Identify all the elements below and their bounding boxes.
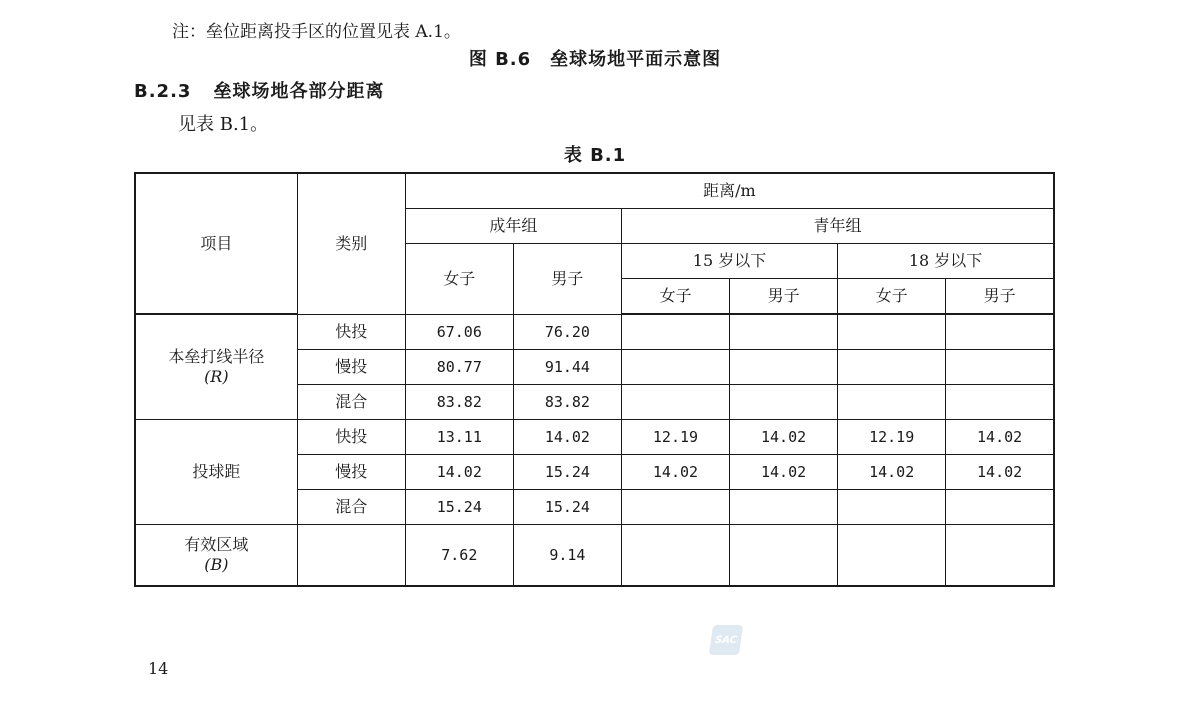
cell-value — [838, 525, 946, 587]
distance-table — [134, 172, 1055, 587]
header-adult-group: 成年组 — [405, 209, 621, 244]
cell-value: 14.02 — [946, 420, 1054, 455]
group-symbol: (B) — [204, 555, 229, 574]
cell-value — [621, 490, 729, 525]
cell-value: 15.24 — [405, 490, 513, 525]
row-category: 混合 — [297, 490, 405, 525]
group-label-effective-area — [135, 525, 297, 587]
header-item: 项目 — [135, 173, 297, 314]
header-u18-male: 男子 — [946, 279, 1054, 315]
header-youth-group: 青年组 — [621, 209, 1054, 244]
figure-note: 注：垒位距离投手区的位置见表 A.1。 — [172, 22, 461, 42]
cell-value — [730, 350, 838, 385]
cell-value: 14.02 — [946, 455, 1054, 490]
group-name: 本垒打线半径 — [168, 347, 265, 366]
cell-value: 14.02 — [513, 420, 621, 455]
cell-value — [730, 490, 838, 525]
section-number: B.2.3 — [134, 81, 192, 102]
cell-value: 7.62 — [405, 525, 513, 587]
cell-value: 9.14 — [513, 525, 621, 587]
cell-value: 14.02 — [405, 455, 513, 490]
header-u15-male: 男子 — [730, 279, 838, 315]
row-category — [297, 525, 405, 587]
cell-value: 14.02 — [730, 455, 838, 490]
group-label-home-run-radius — [135, 314, 297, 420]
cell-value — [838, 490, 946, 525]
figure-caption: 图 B.6 垒球场地平面示意图 — [468, 49, 722, 70]
table-row — [135, 420, 1054, 455]
table-caption: 表 B.1 — [563, 145, 627, 166]
header-adult-male: 男子 — [513, 244, 621, 315]
group-name: 投球距 — [192, 462, 241, 481]
cell-value — [838, 350, 946, 385]
cell-value: 14.02 — [621, 455, 729, 490]
cell-value: 12.19 — [621, 420, 729, 455]
cell-value: 67.06 — [405, 314, 513, 350]
header-distance: 距离/m — [405, 173, 1054, 209]
cell-value: 91.44 — [513, 350, 621, 385]
row-category: 慢投 — [297, 455, 405, 490]
header-under-18: 18 岁以下 — [838, 244, 1054, 279]
cell-value: 14.02 — [730, 420, 838, 455]
header-under-15: 15 岁以下 — [621, 244, 837, 279]
header-u15-female: 女子 — [621, 279, 729, 315]
section-title: 垒球场地各部分距离 — [213, 81, 385, 102]
table-row — [135, 525, 1054, 587]
cell-value: 80.77 — [405, 350, 513, 385]
cell-value — [730, 525, 838, 587]
group-name: 有效区域 — [184, 535, 249, 554]
cell-value — [621, 314, 729, 350]
cell-value — [838, 314, 946, 350]
cell-value — [621, 385, 729, 420]
cell-value — [946, 490, 1054, 525]
row-category: 慢投 — [297, 350, 405, 385]
body-text: 见表 B.1。 — [178, 114, 269, 135]
cell-value — [730, 314, 838, 350]
cell-value — [946, 385, 1054, 420]
cell-value — [730, 385, 838, 420]
cell-value: 83.82 — [405, 385, 513, 420]
section-heading — [134, 77, 384, 103]
header-u18-female: 女子 — [838, 279, 946, 315]
header-category: 类别 — [297, 173, 405, 314]
cell-value — [838, 385, 946, 420]
row-category: 混合 — [297, 385, 405, 420]
cell-value — [621, 525, 729, 587]
cell-value — [946, 525, 1054, 587]
cell-value: 12.19 — [838, 420, 946, 455]
cell-value — [946, 314, 1054, 350]
cell-value: 15.24 — [513, 455, 621, 490]
cell-value: 76.20 — [513, 314, 621, 350]
group-label-pitching-distance — [135, 420, 297, 525]
table-row — [135, 314, 1054, 350]
sac-logo: SAC — [709, 625, 743, 655]
cell-value: 15.24 — [513, 490, 621, 525]
cell-value: 14.02 — [838, 455, 946, 490]
cell-value — [621, 350, 729, 385]
group-symbol: (R) — [204, 367, 229, 386]
row-category: 快投 — [297, 314, 405, 350]
cell-value — [946, 350, 1054, 385]
page-number: 14 — [148, 659, 169, 678]
header-adult-female: 女子 — [405, 244, 513, 315]
row-category: 快投 — [297, 420, 405, 455]
cell-value: 13.11 — [405, 420, 513, 455]
cell-value: 83.82 — [513, 385, 621, 420]
